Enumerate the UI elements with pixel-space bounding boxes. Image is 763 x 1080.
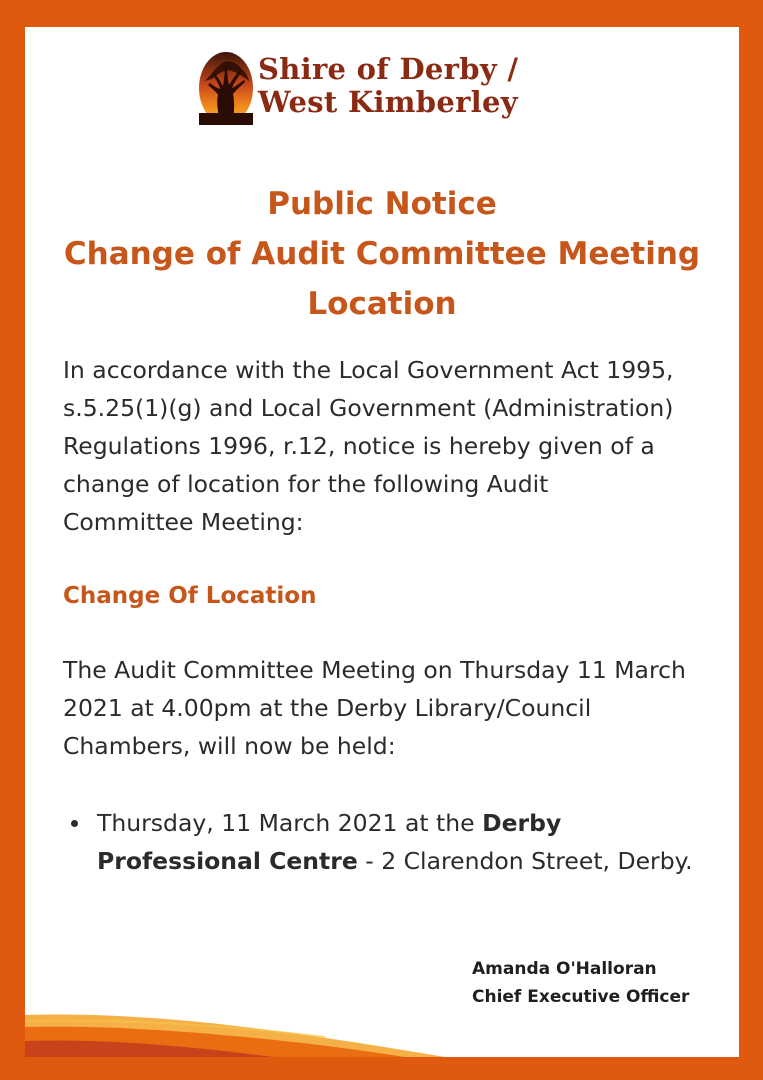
intro-paragraph	[63, 351, 723, 541]
venue-name-part-1: Derby	[482, 809, 562, 837]
bullet-icon	[71, 820, 78, 827]
details-line-2: 2021 at 4.00pm at the Derby Library/Council	[63, 694, 592, 722]
details-line-3: Chambers, will now be held:	[63, 732, 396, 760]
intro-line-3: Regulations 1996, r.12, notice is hereby given of a	[63, 432, 655, 460]
notice-title	[25, 179, 739, 329]
bullet-prefix: Thursday, 11 March 2021 at the	[97, 809, 483, 837]
list-item	[63, 804, 723, 880]
signatory-role: Chief Executive Officer	[472, 987, 690, 1007]
intro-line-1: In accordance with the Local Government Act 1995,	[63, 356, 674, 384]
title-line-2: Change of Audit Committee Meeting	[63, 236, 701, 272]
boab-tree-logo-icon	[198, 51, 254, 125]
shire-logo-text	[258, 53, 528, 119]
details-line-1: The Audit Committee Meeting on Thursday 11 March	[63, 656, 686, 684]
venue-name-part-2: Professional Centre	[97, 847, 358, 875]
logo-line-2: West Kimberley	[258, 85, 518, 119]
signatory-name: Amanda O'Halloran	[472, 959, 657, 979]
intro-line-5: Committee Meeting:	[63, 508, 304, 536]
intro-line-2: s.5.25(1)(g) and Local Government (Administration)	[63, 394, 674, 422]
notice-sheet	[25, 27, 739, 1057]
venue-address: - 2 Clarendon Street, Derby.	[357, 847, 693, 875]
details-paragraph	[63, 651, 723, 765]
section-heading: Change Of Location	[63, 583, 317, 609]
logo-line-1: Shire of Derby /	[258, 52, 519, 86]
title-line-3: Location	[307, 286, 457, 322]
new-location-list	[63, 804, 723, 880]
shire-logo	[198, 51, 528, 129]
title-line-1: Public Notice	[267, 186, 497, 222]
footer-wave-decoration	[25, 987, 739, 1057]
intro-line-4: change of location for the following Audit	[63, 470, 549, 498]
